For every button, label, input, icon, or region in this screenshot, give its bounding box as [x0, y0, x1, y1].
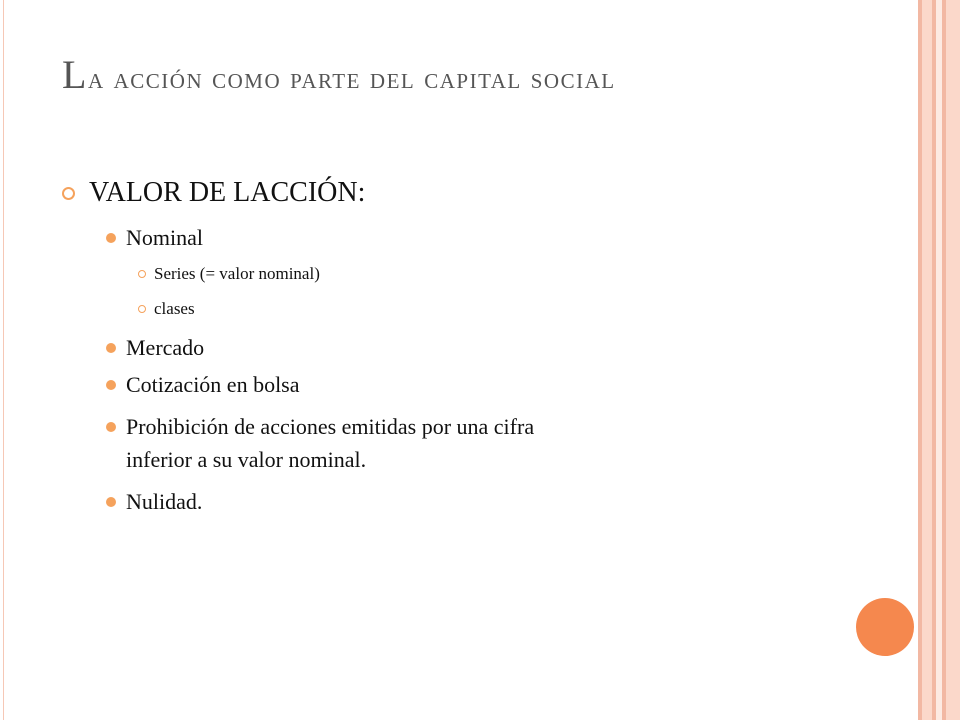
list-item-cotizacion: Cotización en bolsa: [126, 372, 300, 397]
ring-bullet-icon: [138, 270, 146, 278]
title-first-letter: L: [62, 52, 88, 97]
left-border-line: [3, 0, 4, 720]
list-item-clases: clases: [154, 299, 195, 318]
bullet-dot-icon: [106, 343, 116, 353]
slide-title: [62, 52, 862, 102]
ring-bullet-icon: [62, 187, 75, 200]
list-item-series: Series (= valor nominal): [154, 264, 320, 283]
heading-text: VALOR DE LACCIÓN:: [89, 177, 366, 208]
title-rest: a acción como parte del capital social: [87, 62, 616, 95]
list-item-prohibicion-line2: inferior a su valor nominal.: [126, 447, 367, 472]
ring-bullet-icon: [138, 305, 146, 313]
bullet-dot-icon: [106, 380, 116, 390]
decor-stripe: [946, 0, 960, 720]
list-item-prohibicion-line1: Prohibición de acciones emitidas por una cifra: [126, 414, 535, 439]
orange-circle-decoration: [856, 598, 914, 656]
list-item-nominal: Nominal: [126, 225, 203, 250]
list-item-mercado: Mercado: [126, 335, 205, 360]
bullet-dot-icon: [106, 233, 116, 243]
bullet-dot-icon: [106, 422, 116, 432]
bullet-dot-icon: [106, 497, 116, 507]
decor-stripe: [922, 0, 932, 720]
list-item-nulidad: Nulidad.: [126, 489, 203, 514]
